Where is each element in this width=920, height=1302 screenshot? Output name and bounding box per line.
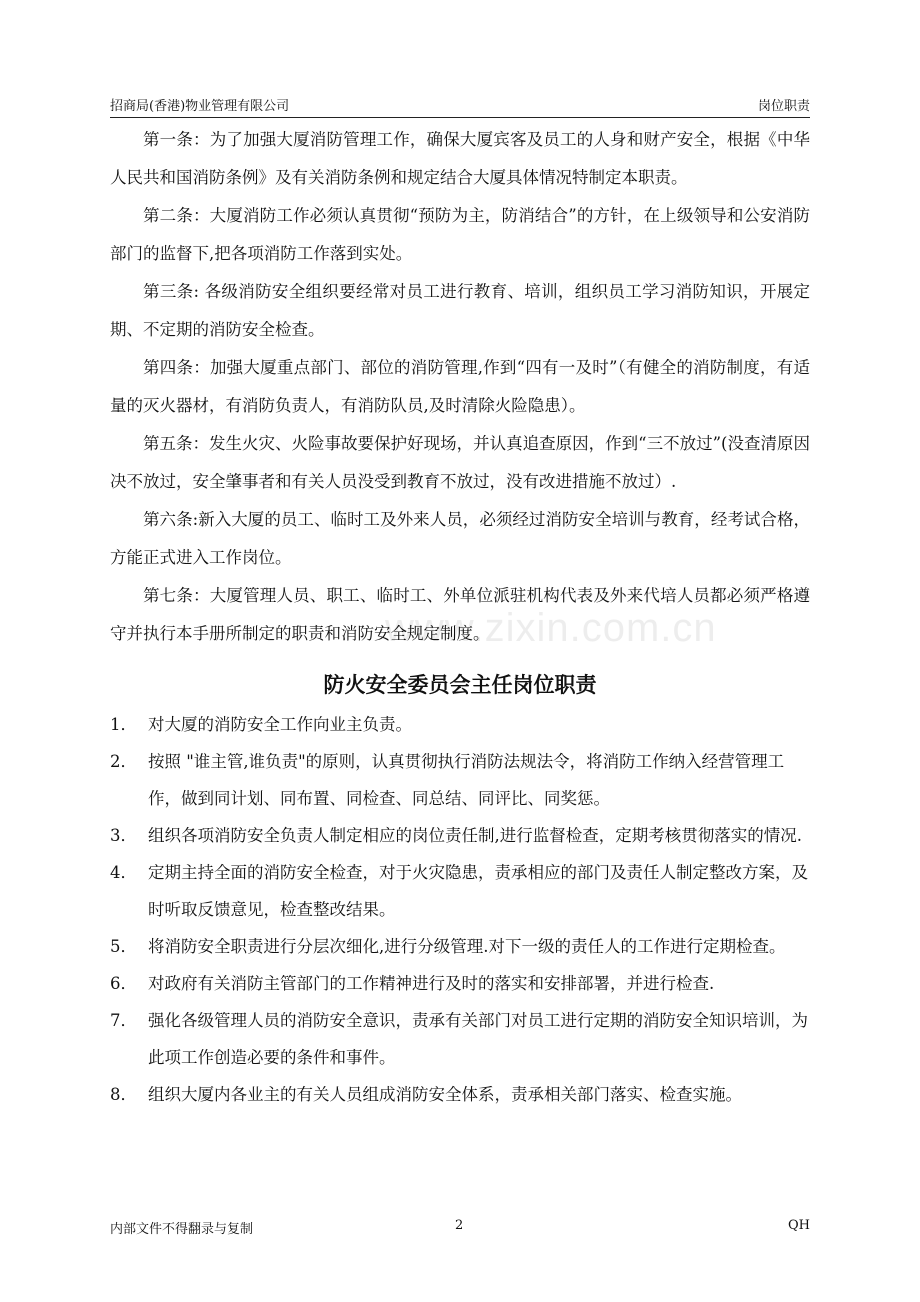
duty-text: 对大厦的消防安全工作向业主负责。	[148, 715, 412, 734]
duty-number: 6．	[110, 974, 137, 993]
watermark: www.zixin.com.cn	[385, 606, 717, 650]
duty-text: 按照 "谁主管,谁负责"的原则，认真贯彻执行消防法规法令，将消防工作纳入经营管理工作，做到同计划、同布置、同检查、同总结、同评比、同奖惩。	[148, 752, 785, 808]
document-code: QH	[788, 1218, 810, 1233]
article-1: 第一条：为了加强大厦消防管理工作，确保大厦宾客及员工的人身和财产安全，根据《中华人民共和国消防条例》及有关消防条例和规定结合大厦具体情况特制定本职责。	[110, 130, 810, 187]
page-number: 2	[455, 1218, 464, 1233]
duty-item-4	[110, 854, 810, 928]
duty-text: 强化各级管理人员的消防安全意识，责承有关部门对员工进行定期的消防安全知识培训，为此项工作创造必要的条件和事件。	[148, 1011, 808, 1067]
duty-item-5	[110, 928, 810, 965]
duty-number: 5．	[110, 937, 137, 956]
article-5: 第五条：发生火灾、火险事故要保护好现场，并认真追查原因，作到“三不放过”(没查清原因决不放过，安全肇事者和有关人员没受到教育不放过，没有改进措施不放过）.	[110, 434, 810, 491]
duty-list	[110, 706, 810, 1113]
duty-text: 将消防安全职责进行分层次细化,进行分级管理.对下一级的责任人的工作进行定期检查。	[148, 937, 786, 956]
duty-item-2	[110, 743, 810, 817]
document-type: 岗位职责	[757, 99, 810, 114]
section-title: 防火安全委员会主任岗位职责	[323, 672, 597, 697]
duty-number: 3．	[110, 826, 137, 845]
duty-item-8	[110, 1076, 810, 1113]
duty-item-3	[110, 817, 810, 854]
page-header	[110, 93, 810, 118]
article-4: 第四条：加强大厦重点部门、部位的消防管理,作到“四有一及时”（有健全的消防制度，有适量的灭火器材，有消防负责人，有消防队员,及时清除火险隐患）。	[110, 358, 810, 415]
article-3: 第三条: 各级消防安全组织要经常对员工进行教育、培训，组织员工学习消防知识，开展定期、不定期的消防安全检查。	[110, 282, 810, 339]
duty-item-6	[110, 965, 810, 1002]
duty-text: 对政府有关消防主管部门的工作精神进行及时的落实和安排部署，并进行检查.	[148, 974, 715, 993]
duty-number: 1．	[110, 715, 137, 734]
article-2: 第二条：大厦消防工作必须认真贯彻“预防为主，防消结合”的方针，在上级领导和公安消防部门的监督下,把各项消防工作落到实处。	[110, 206, 810, 263]
confidential-notice: 内部文件不得翻录与复制	[110, 1222, 254, 1237]
duty-number: 7．	[110, 1011, 137, 1030]
article-6: 第六条:新入大厦的员工、临时工及外来人员，必须经过消防安全培训与教育，经考试合格，方能正式进入工作岗位。	[110, 510, 810, 567]
duty-item-7	[110, 1002, 810, 1076]
page-footer	[110, 1218, 810, 1238]
duty-number: 8．	[110, 1085, 137, 1104]
article-7: 第七条：大厦管理人员、职工、临时工、外单位派驻机构代表及外来代培人员都必须严格遵守并执行本手册所制定的职责和消防安全规定制度。	[110, 586, 810, 643]
duty-number: 2．	[110, 752, 137, 771]
company-name: 招商局(香港)物业管理有限公司	[110, 99, 290, 114]
duty-number: 4．	[110, 863, 137, 882]
duty-text: 定期主持全面的消防安全检查，对于火灾隐患，责承相应的部门及责任人制定整改方案，及时听取反馈意见，检查整改结果。	[148, 863, 808, 919]
duty-text: 组织各项消防安全负责人制定相应的岗位责任制,进行监督检查，定期考核贯彻落实的情况.	[148, 826, 802, 845]
duty-item-1	[110, 706, 810, 743]
article-list	[110, 121, 810, 653]
duty-text: 组织大厦内各业主的有关人员组成消防安全体系，责承相关部门落实、检查实施。	[148, 1085, 742, 1104]
